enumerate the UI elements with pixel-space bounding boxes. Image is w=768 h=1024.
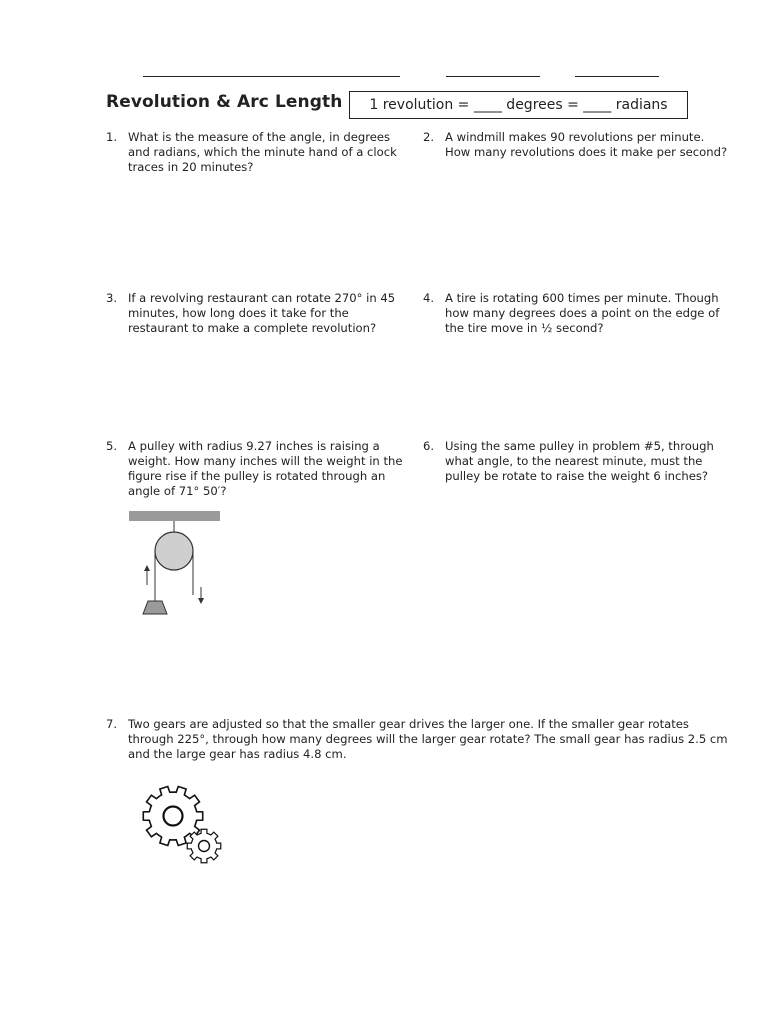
question-number: 1.	[106, 130, 118, 144]
ceiling-bar	[129, 511, 220, 521]
gears-figure	[133, 778, 233, 873]
question-text: A windmill makes 90 revolutions per minute. How many revolutions does it make per second?	[445, 130, 728, 159]
question-text: Using the same pulley in problem #5, through what angle, to the nearest minute, must the pulley be rotate to raise the weight 6 inches?	[445, 439, 714, 483]
question-number: 2.	[423, 130, 435, 144]
question-number: 4.	[423, 291, 435, 305]
name-blank-line	[143, 76, 400, 77]
weight-block	[143, 601, 167, 614]
page-title: Revolution & Arc Length	[106, 92, 343, 112]
down-arrow-head-icon	[198, 598, 204, 604]
question-number: 3.	[106, 291, 118, 305]
question-text: If a revolving restaurant can rotate 270° in 45 minutes, how long does it take for the restaurant to make a complete revolution?	[128, 291, 396, 335]
period-blank-line	[575, 76, 659, 77]
date-blank-line	[446, 76, 540, 77]
question-text: Two gears are adjusted so that the smaller gear drives the larger one. If the smaller gear rotates through 225°, through how many degrees will the larger gear rotate? The small gear has radius 2.5 cm and the large gear has radius 4.8 cm.	[128, 717, 728, 761]
up-arrow-head-icon	[144, 565, 150, 571]
question-text: A tire is rotating 600 times per minute. Though how many degrees does a point on the edge of the tire move in ½ second?	[445, 291, 720, 335]
question-number: 6.	[423, 439, 435, 453]
small-gear-icon	[187, 829, 221, 863]
question-number: 5.	[106, 439, 118, 453]
question-text: What is the measure of the angle, in degrees and radians, which the minute hand of a clock traces in 20 minutes?	[128, 130, 397, 174]
question-text: A pulley with radius 9.27 inches is raising a weight. How many inches will the weight in the figure rise if the pulley is rotated through an angle of 71° 50′?	[128, 439, 403, 498]
pulley-figure	[120, 505, 230, 620]
question-number: 7.	[106, 717, 118, 731]
conversion-box	[349, 91, 688, 119]
conversion-text: 1 revolution = ____ degrees = ____ radians	[369, 97, 668, 113]
pulley-wheel	[155, 532, 193, 570]
